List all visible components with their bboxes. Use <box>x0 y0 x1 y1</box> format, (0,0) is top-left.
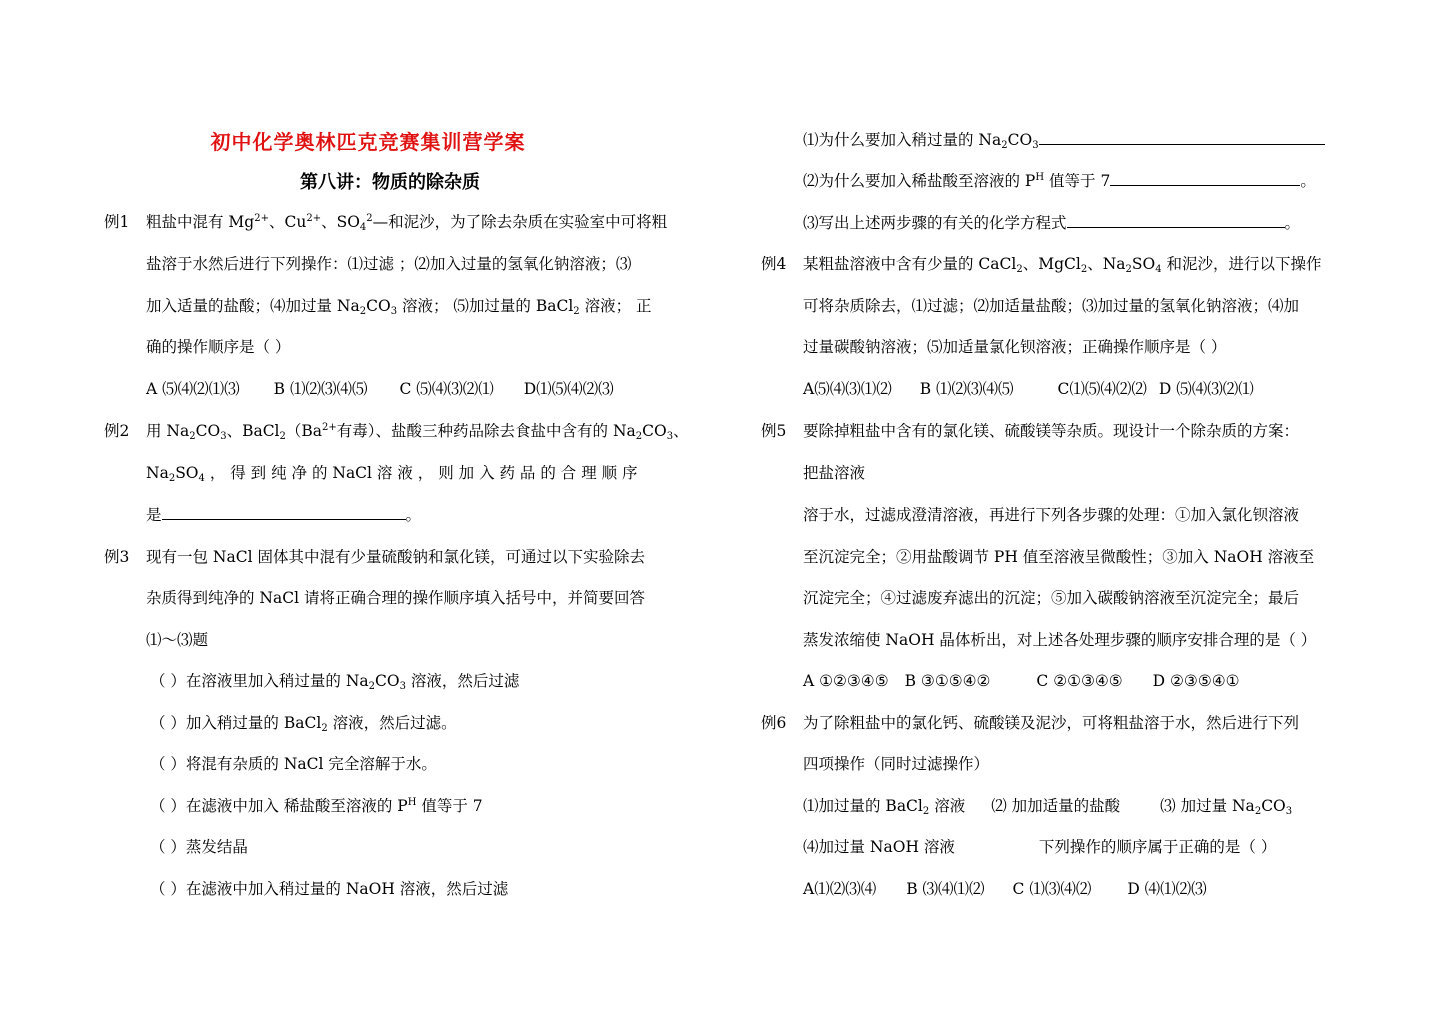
example-2-line-3: 是 。 <box>146 506 422 524</box>
example-4-options <box>803 378 1254 400</box>
answer-blank[interactable] <box>1039 129 1325 145</box>
example-1-options <box>146 378 614 400</box>
example-5-options <box>803 670 1240 692</box>
example-5-line-1: 要除掉粗盐中含有的氯化镁、硫酸镁等杂质。现设计一个除杂质的方案： <box>803 422 1300 440</box>
option-d: D ⑸⑷⑶⑵⑴ <box>1158 380 1254 398</box>
example-4-line-1: 某粗盐溶液中含有少量的 CaCl$_2$、MgCl$_2$、$Na_2SO_4$ 和泥沙，进行以下操作 <box>803 255 1322 275</box>
option-b: B ⑴⑵⑶⑷⑸ <box>273 380 368 398</box>
option-c: C ⑴⑶⑷⑵ <box>1012 880 1092 898</box>
example-1-line-4: 确的操作顺序是（ ） <box>146 338 291 356</box>
example-6-line-4: ⑷加过量 NaOH 溶液 下列操作的顺序属于正确的是（ ） <box>803 838 1277 856</box>
answer-blank[interactable] <box>1067 212 1285 228</box>
example-4-line-2: 可将杂质除去，⑴过滤；⑵加适量盐酸；⑶加过量的氢氧化钠溶液；⑷加 <box>803 297 1300 315</box>
example-3-step-2: （ ）加入稍过量的 BaCl$_2$ 溶液，然后过滤。 <box>150 714 457 734</box>
option-a: A ⑸⑷⑵⑴⑶ <box>146 380 240 398</box>
example-2-label: 例2 <box>104 422 130 440</box>
option-b: B ③①⑤④② <box>904 672 991 690</box>
option-c: C ⑸⑷⑶⑵⑴ <box>399 380 494 398</box>
option-c: C⑴⑸⑷⑵⑵ <box>1057 380 1147 398</box>
example-3-question-1: ⑴为什么要加入稍过量的 $Na_2CO_3$ <box>803 129 1325 151</box>
example-2-line-2: $Na_2SO_4$ ， 得 到 纯 净 的 NaCl 溶 液 ， 则 加 入 药 品 的 合 理 顺 序 <box>146 464 638 484</box>
example-5-line-5: 沉淀完全；④过滤废弃滤出的沉淀；⑤加入碳酸钠溶液至沉淀完全；最后 <box>803 589 1300 607</box>
option-a: A⑸⑷⑶⑴⑵ <box>803 380 892 398</box>
example-3-line-2: 杂质得到纯净的 NaCl 请将正确合理的操作顺序填入括号中，并简要回答 <box>146 589 645 607</box>
option-d: D⑴⑸⑷⑵⑶ <box>523 380 614 398</box>
example-4-label: 例4 <box>761 255 787 273</box>
example-6-line-2: 四项操作（同时过滤操作） <box>803 755 990 773</box>
example-3-step-1: （ ）在溶液里加入稍过量的 $Na_2CO_3$ 溶液，然后过滤 <box>150 672 520 692</box>
example-1-line-2: 盐溶于水然后进行下列操作：⑴过滤 ；⑵加入过量的氢氧化钠溶液；⑶ <box>146 255 632 273</box>
example-3-question-3: ⑶写出上述两步骤的有关的化学方程式 。 <box>803 214 1301 232</box>
example-6-line-3: ⑴加过量的 BaCl$_2$ 溶液 ⑵ 加加适量的盐酸 ⑶ 加过量 $Na_2CO_3$ <box>803 797 1293 817</box>
example-5-line-2: 把盐溶液 <box>803 464 866 482</box>
answer-blank[interactable] <box>1110 170 1300 186</box>
example-6-line-1: 为了除粗盐中的氯化钙、硫酸镁及泥沙，可将粗盐溶于水，然后进行下列 <box>803 714 1300 732</box>
option-c: C ②①③④⑤ <box>1036 672 1123 690</box>
example-5-line-6: 蒸发浓缩使 NaOH 晶体析出，对上述各处理步骤的顺序安排合理的是（ ） <box>803 631 1317 649</box>
page-title: 初中化学奥林匹克竞赛集训营学案 <box>210 130 526 154</box>
option-a: A ①②③④⑤ <box>803 672 889 690</box>
example-5-line-4: 至沉淀完全；②用盐酸调节 PH 值至溶液呈微酸性；③加入 NaOH 溶液至 <box>803 548 1315 566</box>
example-1-label: 例1 <box>104 213 130 231</box>
option-b: B ⑶⑷⑴⑵ <box>906 880 985 898</box>
example-5-line-3: 溶于水，过滤成澄清溶液，再进行下列各步骤的处理：①加入氯化钡溶液 <box>803 506 1300 524</box>
example-3-step-3: （ ）将混有杂质的 NaCl 完全溶解于水。 <box>150 755 437 773</box>
example-3-step-5: （ ）蒸发结晶 <box>150 838 248 856</box>
example-3-step-6: （ ）在滤液中加入稍过量的 NaOH 溶液，然后过滤 <box>150 880 509 898</box>
example-3-step-4: （ ）在滤液中加入 稀盐酸至溶液的 $P^H$ 值等于 7 <box>150 797 483 815</box>
example-2-line-1: 用 $Na_2CO_3$、$BaCl_2(Ba^{2+}$有毒）、盐酸三种药品除去食盐中含有的 $Na_2CO_3$、 <box>146 422 689 442</box>
option-a: A⑴⑵⑶⑷ <box>803 880 877 898</box>
example-3-line-1: 现有一包 NaCl 固体其中混有少量硫酸钠和氯化镁，可通过以下实验除去 <box>146 548 645 566</box>
example-1-line-1: 粗盐中混有 $Mg^{2+}$、$Cu^{2+}$、$SO_4^2—$和泥沙，为了除去杂质在实验室中可将粗 <box>146 213 668 233</box>
example-6-options <box>803 878 1207 900</box>
answer-blank[interactable] <box>162 504 406 520</box>
option-d: D ②③⑤④① <box>1152 672 1240 690</box>
example-6-label: 例6 <box>761 714 787 732</box>
example-5-label: 例5 <box>761 422 787 440</box>
example-1-line-3: 加入适量的盐酸；⑷加过量 $Na_2CO_3$ 溶液； ⑸加过量的 BaCl$_2$ 溶液； 正 <box>146 297 652 317</box>
example-4-line-3: 过量碳酸钠溶液；⑸加适量氯化钡溶液；正确操作顺序是（ ） <box>803 338 1227 356</box>
option-b: B ⑴⑵⑶⑷⑸ <box>919 380 1014 398</box>
example-3-label: 例3 <box>104 548 130 566</box>
lecture-subtitle: 第八讲：物质的除杂质 <box>300 172 480 193</box>
example-3-question-2: ⑵为什么要加入稀盐酸至溶液的 $P^H$ 值等于 7 。 <box>803 172 1316 190</box>
example-3-line-3: ⑴～⑶题 <box>146 631 209 649</box>
option-d: D ⑷⑴⑵⑶ <box>1127 880 1207 898</box>
